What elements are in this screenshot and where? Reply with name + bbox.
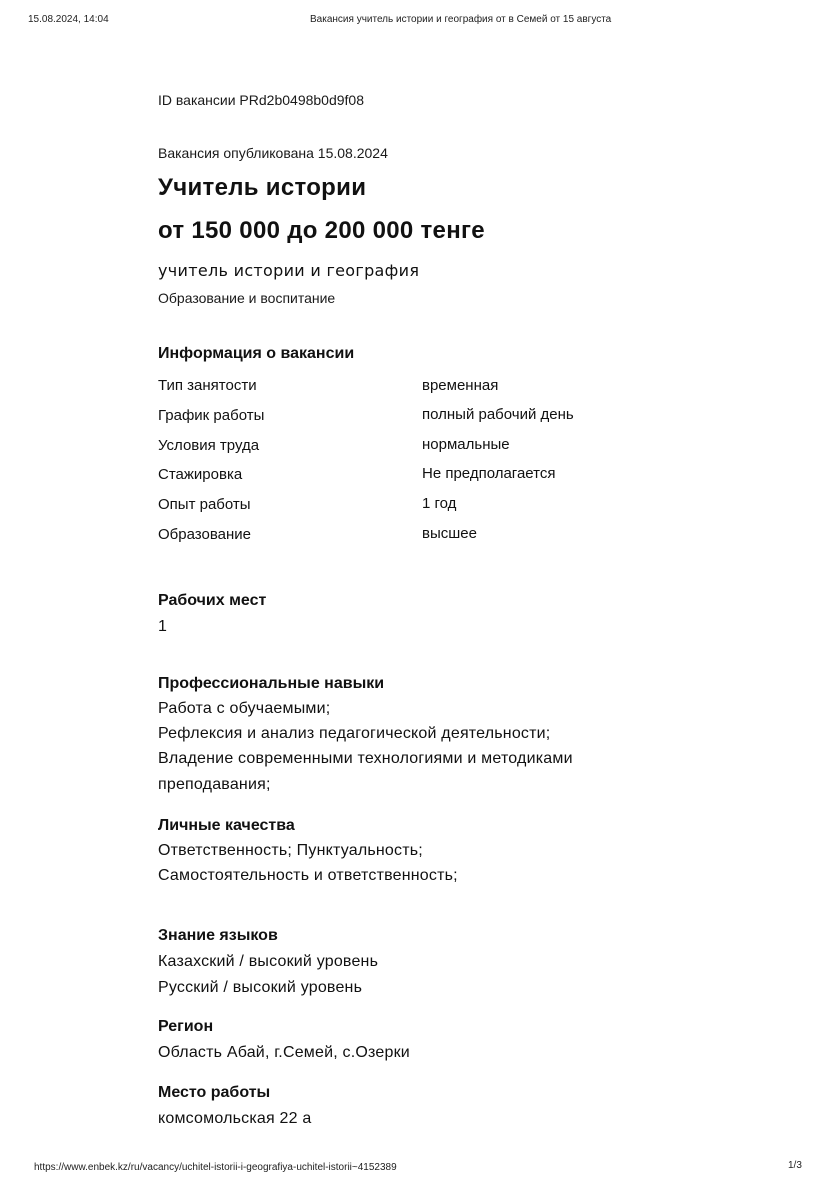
skills-line: Работа с обучаемыми; — [158, 700, 331, 717]
info-label-internship: Стажировка — [158, 466, 243, 483]
print-footer — [0, 1150, 831, 1180]
vacancy-id: ID вакансии PRd2b0498b0d9f08 — [158, 92, 364, 108]
workplaces-value: 1 — [158, 618, 168, 635]
region-value: Область Абай, г.Семей, с.Озерки — [158, 1044, 410, 1061]
info-label-experience: Опыт работы — [158, 496, 251, 513]
info-label-education: Образование — [158, 526, 251, 543]
info-label-conditions: Условия труда — [158, 437, 260, 454]
published-date: Вакансия опубликована 15.08.2024 — [158, 145, 388, 161]
info-value-experience: 1 год — [422, 495, 457, 512]
page-number: 1/3 — [788, 1160, 802, 1171]
info-section-title: Информация о вакансии — [158, 345, 355, 362]
skills-title: Профессиональные навыки — [158, 675, 385, 692]
vacancy-title: Учитель истории — [158, 174, 367, 201]
info-value-conditions: нормальные — [422, 436, 510, 453]
info-value-education: высшее — [422, 525, 477, 542]
skills-line: Рефлексия и анализ педагогической деятельности; — [158, 725, 551, 742]
info-value-schedule: полный рабочий день — [422, 406, 574, 423]
vacancy-category: Образование и воспитание — [158, 290, 336, 306]
personal-line: Ответственность; Пунктуальность; — [158, 842, 423, 859]
personal-line: Самостоятельность и ответственность; — [158, 867, 458, 884]
vacancy-position: учитель истории и география — [158, 261, 420, 280]
personal-title: Личные качества — [158, 817, 295, 834]
language-line: Казахский / высокий уровень — [158, 953, 379, 970]
workplaces-title: Рабочих мест — [158, 592, 267, 609]
info-value-employment-type: временная — [422, 377, 499, 394]
print-datetime: 15.08.2024, 14:04 — [28, 14, 109, 25]
skills-line: Владение современными технологиями и методиками — [158, 750, 573, 767]
skills-line: преподавания; — [158, 776, 271, 793]
print-url: https://www.enbek.kz/ru/vacancy/uchitel-istorii-i-geografiya-uchitel-istorii~4152389 — [34, 1162, 397, 1173]
languages-title: Знание языков — [158, 927, 278, 944]
print-header — [0, 0, 831, 30]
print-page-title: Вакансия учитель истории и география от в Семей от 15 августа — [310, 14, 612, 25]
region-title: Регион — [158, 1018, 214, 1035]
info-label-schedule: График работы — [158, 407, 265, 424]
info-label-employment-type: Тип занятости — [158, 377, 257, 394]
info-value-internship: Не предполагается — [422, 465, 556, 482]
vacancy-salary: от 150 000 до 200 000 тенге — [158, 217, 485, 244]
language-line: Русский / высокий уровень — [158, 979, 363, 996]
workplace-title: Место работы — [158, 1084, 271, 1101]
workplace-address: комсомольская 22 а — [158, 1110, 312, 1127]
